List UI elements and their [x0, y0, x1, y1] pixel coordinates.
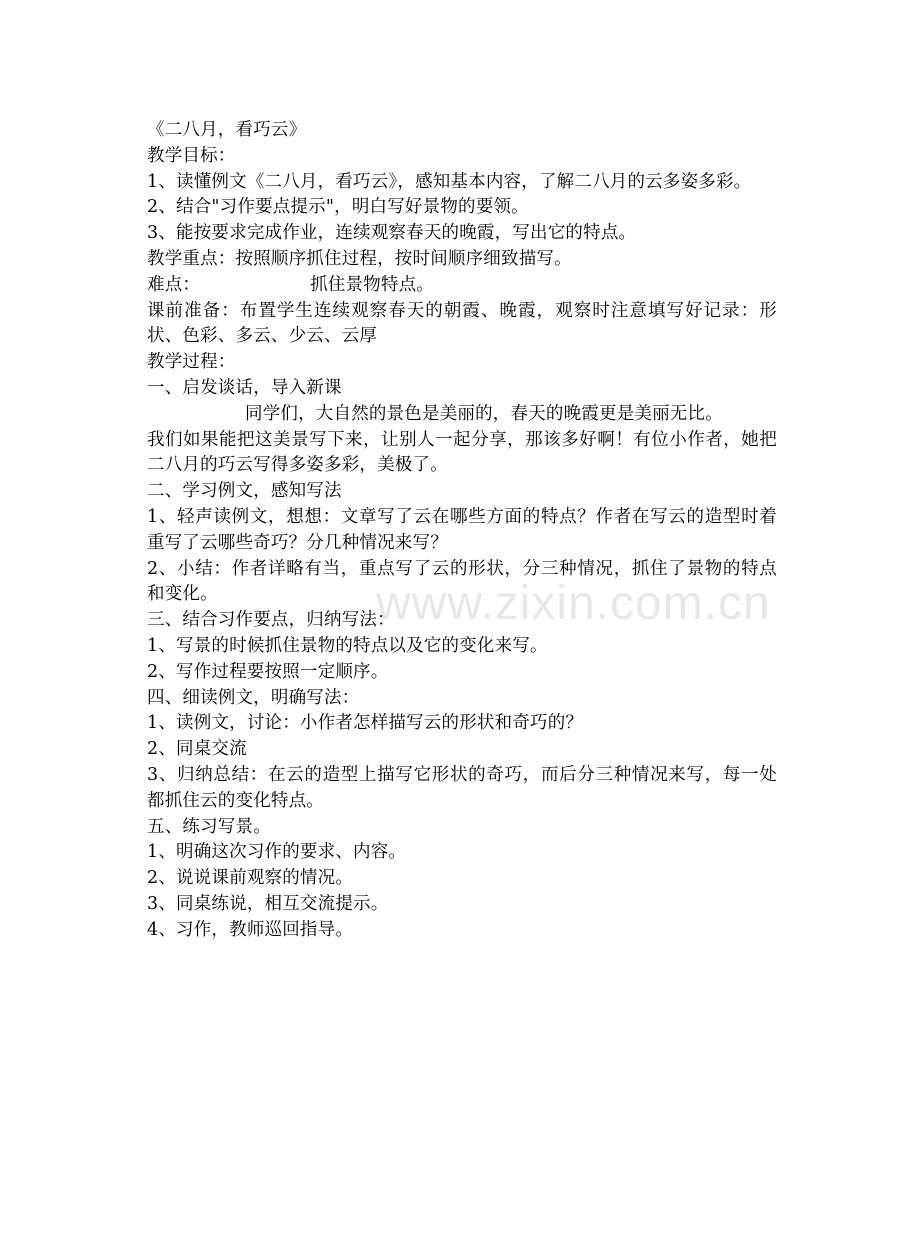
objective-item-1: 1、读懂例文《二八月，看巧云》，感知基本内容，了解二八月的云多姿多彩。: [147, 171, 752, 192]
document-body: [147, 118, 777, 944]
section-4-item-2: 2、同桌交流: [147, 739, 247, 760]
section-1-heading: 一、启发谈话，导入新课: [147, 377, 342, 398]
section-5-heading: 五、练习写景。: [147, 816, 271, 837]
process-heading: 教学过程：: [147, 352, 236, 373]
section-3-item-1: 1、写景的时候抓住景物的特点以及它的变化来写。: [147, 635, 548, 656]
document-title: 《二八月，看巧云》: [147, 120, 307, 140]
section-2-item-2: 2、小结：作者详略有当，重点写了云的形状，分三种情况，抓住了景物的特点和变化。: [147, 558, 777, 605]
section-5-item-2: 2、说说课前观察的情况。: [147, 868, 354, 889]
objective-item-2: 2、结合"习作要点提示"，明白写好景物的要领。: [147, 197, 529, 218]
section-1-paragraph-rest: 我们如果能把这美景写下来，让别人一起分享，那该多好啊！有位小作者，她把二八月的巧云写得多姿多彩，美极了。: [147, 429, 777, 476]
section-2-item-1: 1、轻声读例文，想想：文章写了云在哪些方面的特点？作者在写云的造型时着重写了云哪些奇巧？分几种情况来写？: [147, 506, 777, 553]
section-5-item-3: 3、同桌练说，相互交流提示。: [147, 893, 389, 914]
objectives-heading: 教学目标：: [147, 145, 236, 166]
section-4-heading: 四、细读例文，明确写法：: [147, 687, 360, 708]
difficulty-text: 抓住景物特点。: [310, 274, 435, 295]
section-4-item-1: 1、读例文，讨论：小作者怎样描写云的形状和奇巧的？: [147, 713, 584, 734]
preparation: 课前准备：布置学生连续观察春天的朝霞、晚霞，观察时注意填写好记录：形状、色彩、多云、少云、云厚: [147, 300, 777, 347]
watermark: www.zixin.com.cn: [376, 577, 771, 630]
key-point: 教学重点：按照顺序抓住过程，按时间顺序细致描写。: [147, 248, 572, 269]
difficulty-line: [147, 273, 777, 299]
section-1-paragraph-first: 同学们，大自然的景色是美丽的，春天的晚霞更是美丽无比。: [245, 403, 723, 424]
section-5-item-1: 1、明确这次习作的要求、内容。: [147, 842, 407, 863]
section-5-item-4: 4、习作，教师巡回指导。: [147, 919, 354, 940]
section-3-item-2: 2、写作过程要按照一定顺序。: [147, 661, 389, 682]
section-2-heading: 二、学习例文，感知写法: [147, 481, 342, 502]
section-3-heading: 三、结合习作要点，归纳写法：: [147, 610, 395, 631]
difficulty-label: 难点：: [147, 274, 201, 295]
objective-item-3: 3、能按要求完成作业，连续观察春天的晚霞，写出它的特点。: [147, 223, 637, 244]
section-4-item-3: 3、归纳总结：在云的造型上描写它形状的奇巧，而后分三种情况来写，每一处都抓住云的变化特点。: [147, 764, 777, 811]
